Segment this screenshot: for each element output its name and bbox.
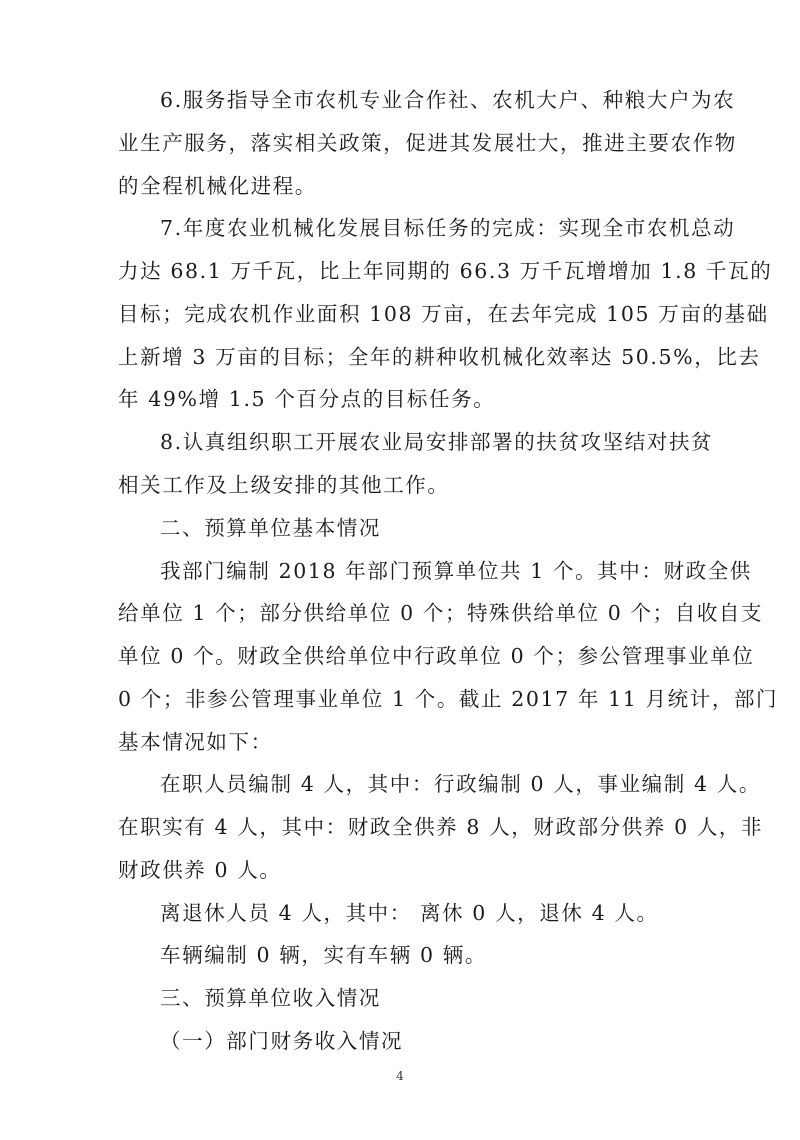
paragraph-8-line-1: 8.认真组织职工开展农业局安排部署的扶贫攻坚结对扶贫	[160, 430, 714, 454]
unit-paragraph-line-1: 我部门编制 2018 年部门预算单位共 1 个。其中：财政全供	[160, 559, 752, 583]
retired-paragraph: 离退休人员 4 人，其中： 离休 0 人，退休 4 人。	[160, 901, 659, 925]
section-heading-3: 三、预算单位收入情况	[160, 986, 381, 1010]
staff-paragraph-line-3: 财政供养 0 人。	[118, 858, 282, 882]
staff-paragraph-line-1: 在职人员编制 4 人，其中：行政编制 0 人，事业编制 4 人。	[160, 772, 761, 796]
paragraph-7-line-3: 目标；完成农机作业面积 108 万亩，在去年完成 105 万亩的基础	[118, 302, 769, 326]
unit-paragraph-line-2: 给单位 1 个；部分供给单位 0 个；特殊供给单位 0 个；自收自支	[118, 601, 764, 625]
paragraph-6-line-3: 的全程机械化进程。	[118, 174, 317, 198]
paragraph-6-line-1: 6.服务指导全市农机专业合作社、农机大户、种粮大户为农	[160, 88, 736, 112]
paragraph-7-line-5: 年 49%增 1.5 个百分点的目标任务。	[118, 387, 496, 411]
staff-paragraph-line-2: 在职实有 4 人，其中：财政全供养 8 人，财政部分供养 0 人，非	[118, 815, 764, 839]
paragraph-8-line-2: 相关工作及上级安排的其他工作。	[118, 473, 450, 497]
unit-paragraph-line-3: 单位 0 个。财政全供给单位中行政单位 0 个；参公管理事业单位	[118, 644, 755, 668]
paragraph-7-line-4: 上新增 3 万亩的目标；全年的耕种收机械化效率达 50.5%，比去	[118, 345, 761, 369]
paragraph-7-line-2: 力达 68.1 万千瓦，比上年同期的 66.3 万千瓦增增加 1.8 千瓦的	[118, 259, 773, 283]
subsection-heading-1: （一）部门财务收入情况	[160, 1029, 404, 1053]
unit-paragraph-line-4: 0 个；非参公管理事业单位 1 个。截止 2017 年 11 月统计，部门	[118, 687, 779, 711]
section-heading-2: 二、预算单位基本情况	[160, 516, 381, 540]
paragraph-6-line-2: 业生产服务，落实相关政策，促进其发展壮大，推进主要农作物	[118, 131, 737, 155]
page-number: 4	[396, 1069, 404, 1083]
paragraph-7-line-1: 7.年度农业机械化发展目标任务的完成：实现全市农机总动	[160, 216, 736, 240]
vehicle-paragraph: 车辆编制 0 辆，实有车辆 0 辆。	[160, 943, 487, 967]
unit-paragraph-line-5: 基本情况如下：	[118, 730, 273, 754]
